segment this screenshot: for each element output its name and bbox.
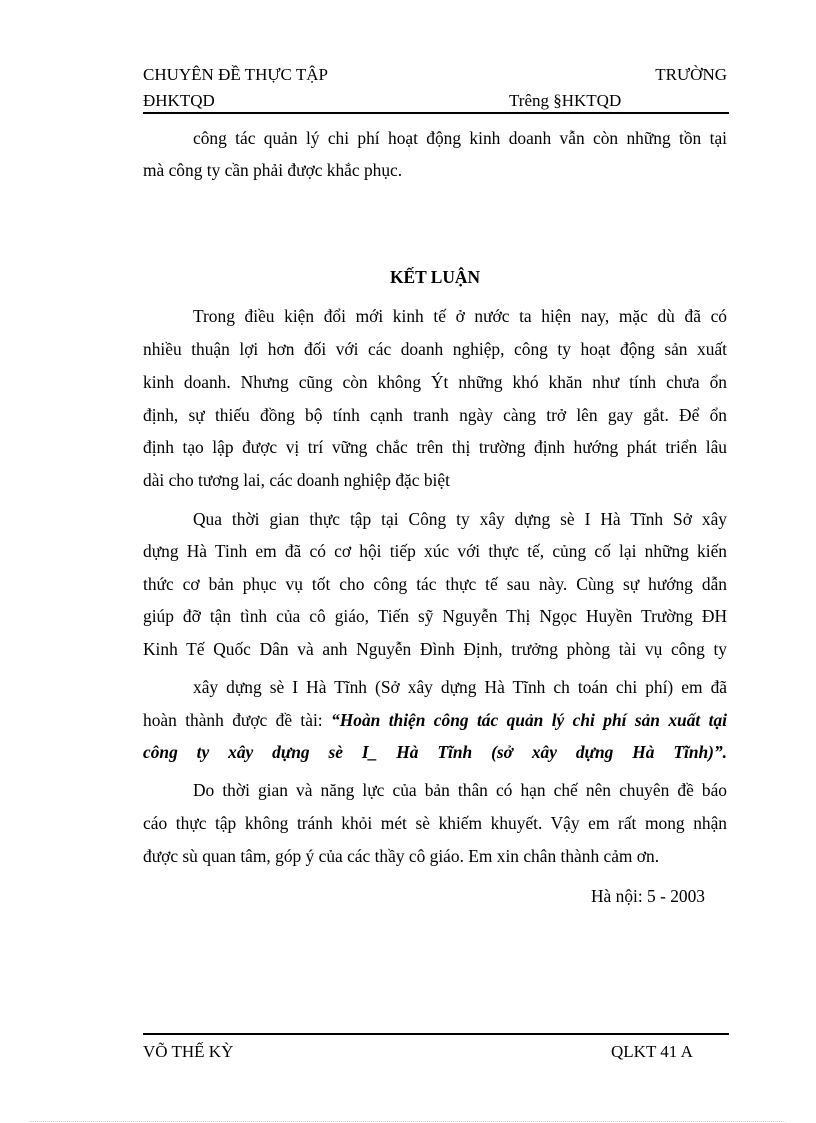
header-left-line1: CHUYÊN ĐỀ THỰC TẬP: [143, 65, 328, 84]
intro-line: mà công ty cần phải được khắc phục.: [143, 160, 403, 180]
signature-date: Hà nội: 5 - 2003: [591, 886, 705, 906]
paragraph-line: Trong điều kiện đổi mới kinh tế ở nước ta hiện nay, mặc dù đã có: [193, 306, 727, 326]
paragraph-line: định, sự thiếu đồng bộ tính cạnh tranh ngày càng trở lên gay gắt. Để ổn: [143, 405, 727, 425]
header-left-line2: ĐHKTQD: [143, 91, 215, 110]
thesis-title-emphasis: công ty xây dựng sè I_ Hà Tĩnh (sở xây dựng Hà Tĩnh)”.: [143, 742, 727, 762]
footer-author: VÕ THẾ KỲ: [143, 1042, 234, 1061]
paragraph-line: Do thời gian và năng lực của bản thân có hạn chế nên chuyên đề báo: [193, 780, 727, 800]
footer-class: QLKT 41 A: [611, 1042, 693, 1061]
paragraph-line: [143, 709, 727, 731]
header-rule: [143, 112, 729, 114]
paragraph-line: giúp đỡ tận tình của cô giáo, Tiến sỹ Nguyễn Thị Ngọc Huyền Trường ĐH: [143, 606, 727, 626]
paragraph-line: dựng Hà Tinh em đã có cơ hội tiếp xúc với thực tế, củng cố lại những kiến: [143, 541, 727, 561]
paragraph-line: được sù quan tâm, góp ý của các thầy cô giáo. Em xin chân thành cảm ơn.: [143, 846, 660, 866]
conclusion-title: KẾT LUẬN: [389, 267, 481, 287]
header-right-line2: Trêng §HKTQD: [509, 91, 622, 110]
paragraph-line: định tạo lập được vị trí vững chắc trên thị trường định hướng phát triển lâu: [143, 437, 727, 457]
paragraph-line: Qua thời gian thực tập tại Công ty xây dựng sè I Hà Tĩnh Sở xây: [193, 509, 727, 529]
paragraph-line: dài cho tương lai, các doanh nghiệp đặc biệt: [143, 470, 450, 490]
paragraph-line: thức cơ bản phục vụ tốt cho công tác thực tế sau này. Cùng sự hướng dẫn: [143, 574, 727, 594]
intro-line: công tác quản lý chi phí hoạt động kinh doanh vẫn còn những tồn tại: [193, 128, 727, 148]
paragraph-line: kinh doanh. Nhưng cũng còn không Ýt những khó khăn như tính chưa ổn: [143, 372, 727, 392]
paragraph-line: nhiều thuận lợi hơn đối với các doanh nghiệp, công ty hoạt động sản xuất: [143, 339, 727, 359]
paragraph-line: cáo thực tập không tránh khỏi mét sè khiếm khuyết. Vậy em rất mong nhận: [143, 813, 727, 833]
paragraph-text: hoàn thành được đề tài:: [143, 710, 332, 730]
paragraph-line: Kinh Tế Quốc Dân và anh Nguyễn Đình Định, trưởng phòng tài vụ công ty: [143, 639, 727, 659]
thesis-title-emphasis: “Hoàn thiện công tác quản lý chi phí sản xuất tại: [331, 710, 728, 730]
footer-rule: [143, 1033, 729, 1035]
paragraph-line: xây dựng sè I Hà Tĩnh (Sở xây dựng Hà Tĩnh ch toán chi phí) em đã: [193, 677, 727, 697]
header-right-line1: TRƯỜNG: [655, 65, 727, 84]
page-edge-divider: [30, 1121, 786, 1122]
